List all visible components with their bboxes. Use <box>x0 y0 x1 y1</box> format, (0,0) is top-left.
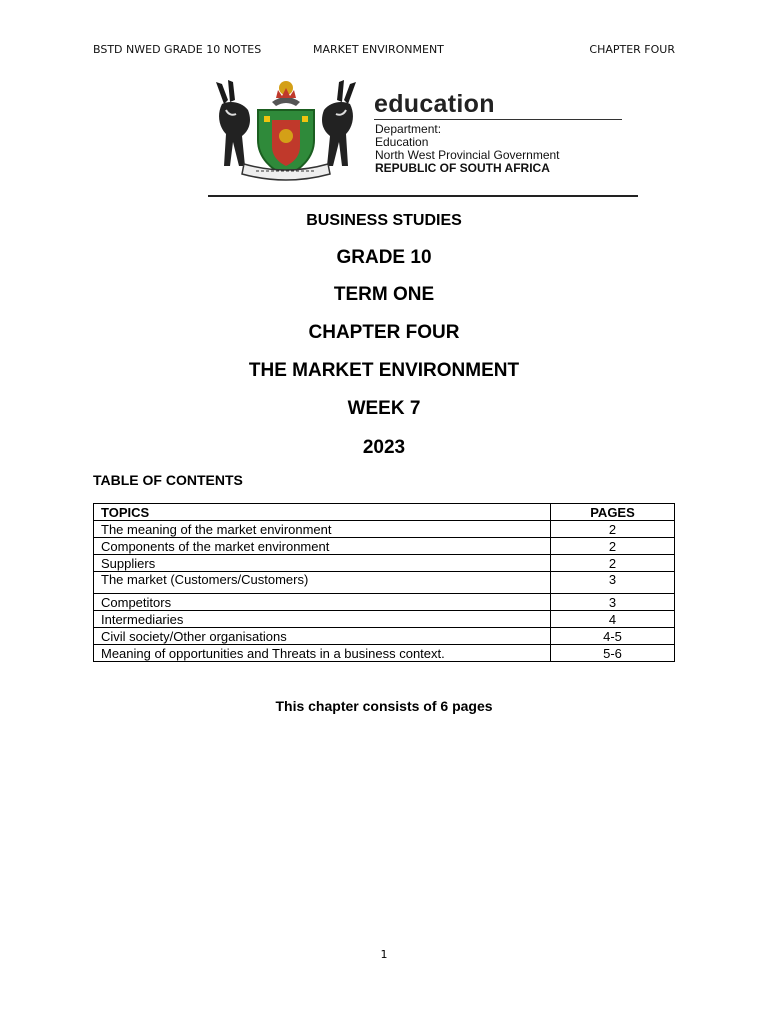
toc-topic: Components of the market environment <box>94 538 551 555</box>
toc-topic: Intermediaries <box>94 611 551 628</box>
year-title: 2023 <box>362 437 406 458</box>
toc-pages: 2 <box>551 538 675 555</box>
grade-title: GRADE 10 <box>336 247 432 268</box>
chapter-page-count: This chapter consists of 6 pages <box>275 698 493 714</box>
toc-topic: Competitors <box>94 594 551 611</box>
subject-title: BUSINESS STUDIES <box>306 212 462 229</box>
header-center: MARKET ENVIRONMENT <box>313 43 444 56</box>
department-logo <box>206 76 638 200</box>
topic-title: THE MARKET ENVIRONMENT <box>248 360 520 381</box>
toc-pages: 2 <box>551 521 675 538</box>
header-right: CHAPTER FOUR <box>589 43 675 56</box>
header-left: BSTD NWED GRADE 10 NOTES <box>93 43 262 56</box>
column-header-topics: TOPICS <box>94 504 551 521</box>
toc-topic: Civil society/Other organisations <box>94 628 551 645</box>
toc-heading: TABLE OF CONTENTS <box>93 472 243 488</box>
logo-line-department: Department: <box>375 122 442 136</box>
table-row <box>94 572 675 594</box>
toc-pages: 3 <box>551 594 675 611</box>
table-row <box>94 521 675 538</box>
table-row <box>94 555 675 572</box>
toc-topic: Suppliers <box>94 555 551 572</box>
table-of-contents <box>93 503 675 662</box>
table-row <box>94 538 675 555</box>
page-number: 1 <box>380 948 388 961</box>
week-title: WEEK 7 <box>347 398 421 419</box>
logo-text-lines <box>375 123 560 175</box>
logo-divider <box>374 119 622 120</box>
term-title: TERM ONE <box>333 284 435 305</box>
chapter-title: CHAPTER FOUR <box>308 322 460 343</box>
logo-line-republic: REPUBLIC OF SOUTH AFRICA <box>375 161 550 175</box>
table-row <box>94 645 675 662</box>
logo-line-education: Education <box>375 135 429 149</box>
toc-pages: 3 <box>551 572 675 594</box>
running-header <box>93 43 675 59</box>
toc-pages: 5-6 <box>551 645 675 662</box>
toc-topic: Meaning of opportunities and Threats in a business context. <box>94 645 551 662</box>
toc-header-row <box>94 504 675 521</box>
logo-wordmark: education <box>374 90 495 118</box>
toc-pages: 2 <box>551 555 675 572</box>
toc-pages: 4 <box>551 611 675 628</box>
column-header-pages: PAGES <box>551 504 675 521</box>
toc-topic: The market (Customers/Customers) <box>94 572 551 594</box>
table-row <box>94 628 675 645</box>
toc-pages: 4-5 <box>551 628 675 645</box>
logo-line-government: North West Provincial Government <box>375 148 560 162</box>
table-row <box>94 611 675 628</box>
toc-topic: The meaning of the market environment <box>94 521 551 538</box>
coat-of-arms-icon <box>206 76 366 186</box>
table-row <box>94 594 675 611</box>
logo-underline <box>208 195 638 197</box>
